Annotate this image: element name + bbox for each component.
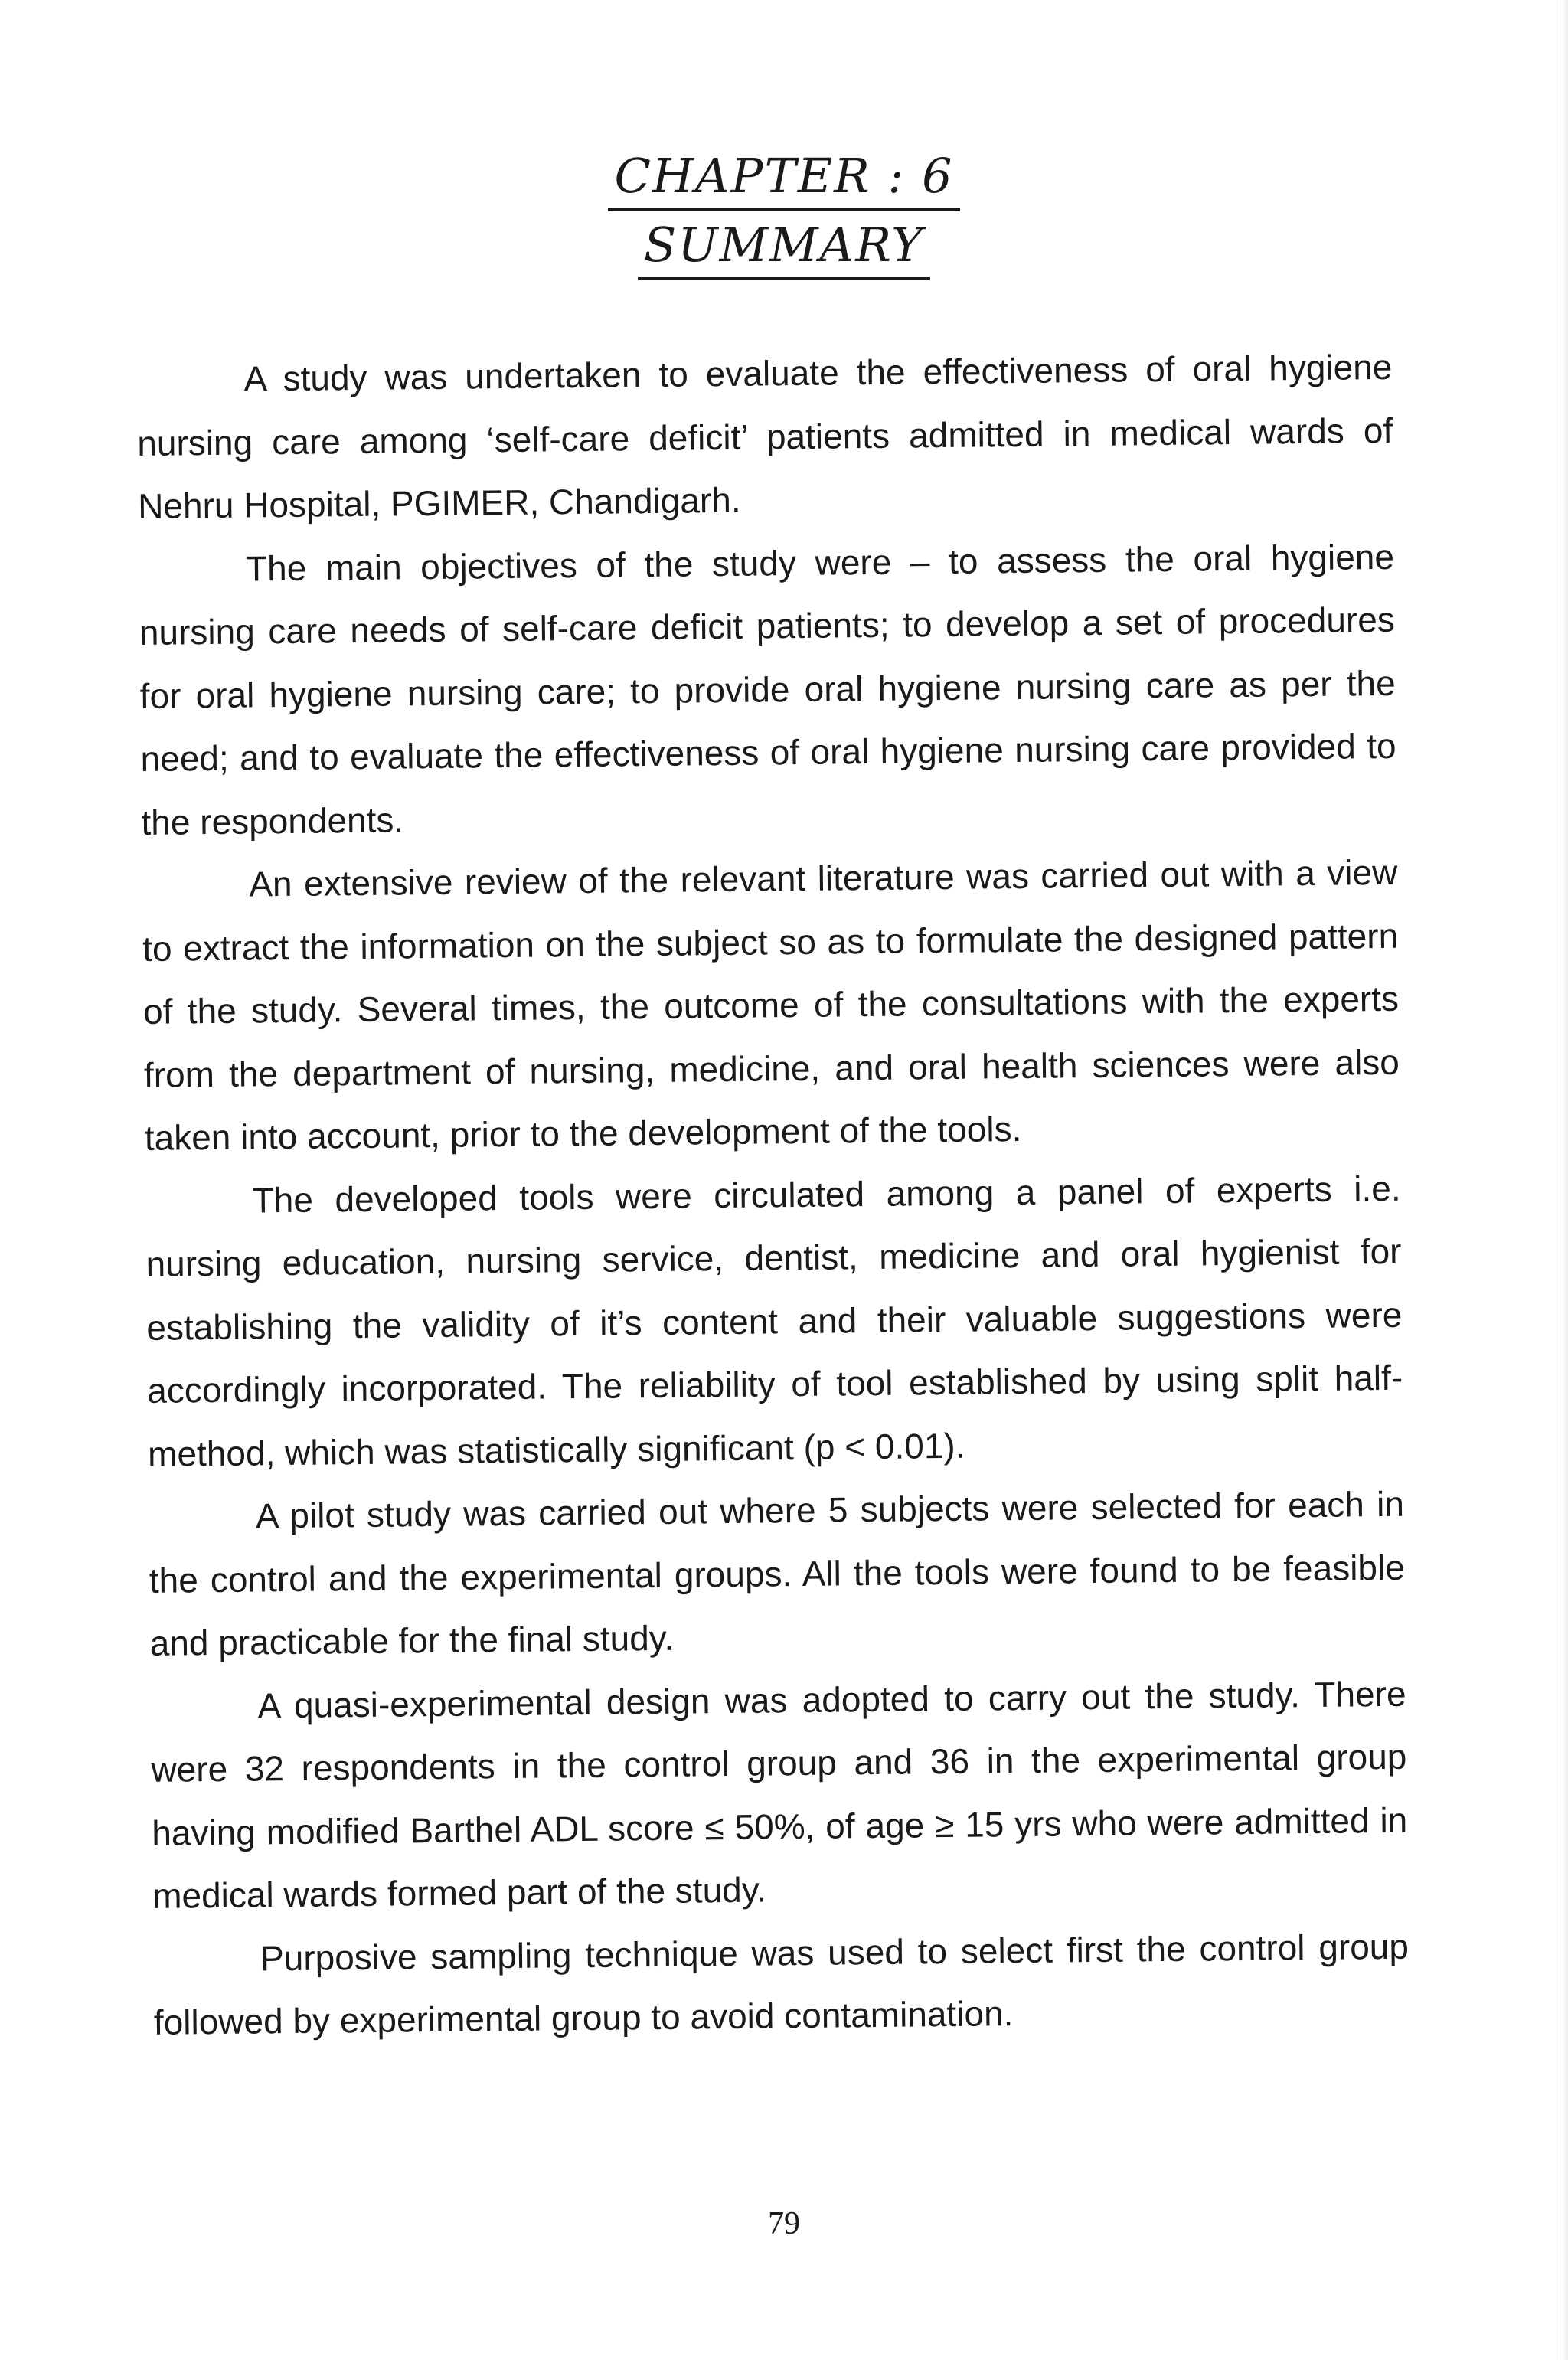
summary-body xyxy=(136,335,1410,2054)
paragraph-objectives: The main objectives of the study were – to assess the oral hygiene nursing care needs of self-care deficit patients; to develop a set of procedures for oral hygiene nursing care; to provide oral hygiene nursing care as per the need; and to evaluate the effectiveness of oral hygiene nursing care provided to the respondents. xyxy=(139,536,1396,842)
paragraph-design: A quasi-experimental design was adopted to carry out the study. There were 32 respondents in the control group and 36 in the experimental group having modified Barthel ADL score ≤ 50%, of age ≥ 15 yrs who were admitted in medical wards formed part of the study. xyxy=(151,1673,1408,1916)
paragraph-sampling: Purposive sampling technique was used to select first the control group followed by experimental group to avoid contamination. xyxy=(153,1926,1410,2042)
chapter-number: CHAPTER : 6 xyxy=(608,145,959,211)
paragraph-tool-validation: The developed tools were circulated among a panel of experts i.e. nursing education, nursing service, dentist, medicine and oral hygienist for establishing the validity of it’s content and their valuable suggestions were accordingly incorporated. The reliability of tool established by using split half-method, which was statistically significant (p < 0.01). xyxy=(145,1168,1403,1474)
page-number: 79 xyxy=(768,2206,800,2241)
chapter-heading xyxy=(0,145,1568,211)
chapter-title: SUMMARY xyxy=(638,214,930,280)
scan-edge-shadow xyxy=(1562,0,1568,2360)
paragraph-study-overview: A study was undertaken to evaluate the effectiveness of oral hygiene nursing care among ‘self-care deficit’ patients admitted in medical wards of Nehru Hospital, PGIMER, Chandigarh. xyxy=(137,346,1393,526)
paragraph-pilot-study: A pilot study was carried out where 5 subjects were selected for each in the control and the experimental groups. All the tools were found to be feasible and practicable for the final study. xyxy=(149,1483,1406,1663)
chapter-title-block xyxy=(0,214,1568,280)
paragraph-literature-review: An extensive review of the relevant literature was carried out with a view to extract the information on the subject so as to formulate the designed pattern of the study. Several times, the outcome of the consultations with the experts from the department of nursing, medicine, and oral health sciences were also taken into account, prior to the development of the tools. xyxy=(142,851,1400,1158)
